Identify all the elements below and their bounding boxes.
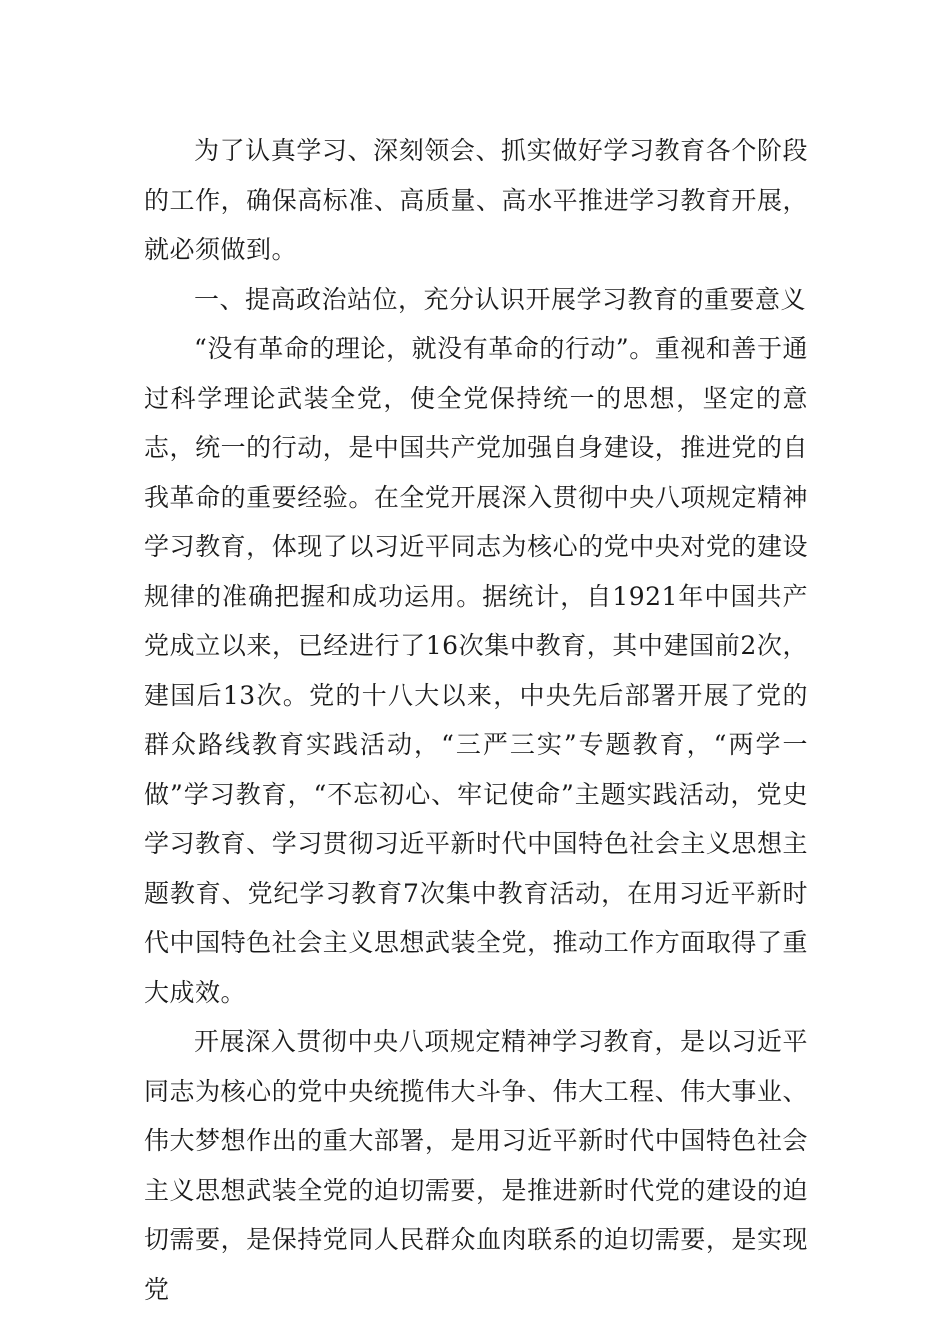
- body-paragraph: 开展深入贯彻中央八项规定精神学习教育，是以习近平同志为核心的党中央统揽伟大斗争、伟大工程、伟大事业、伟大梦想作出的重大部署，是用习近平新时代中国特色社会主义思想武装全党的迫切需要，是推进新时代党的建设的迫切需要，是保持党同人民群众血肉联系的迫切需要，是实现党: [144, 1027, 808, 1304]
- section-heading: 一、提高政治站位，充分认识开展学习教育的重要意义: [194, 284, 807, 314]
- document-body: [144, 126, 808, 1314]
- intro-paragraph: 为了认真学习、深刻领会、抓实做好学习教育各个阶段的工作，确保高标准、高质量、高水平推进学习教育开展，就必须做到。: [144, 136, 808, 264]
- body-paragraph: “没有革命的理论，就没有革命的行动”。重视和善于通过科学理论武装全党，使全党保持统一的思想，坚定的意志，统一的行动，是中国共产党加强自身建设，推进党的自我革命的重要经验。在全党开展深入贯彻中央八项规定精神学习教育，体现了以习近平同志为核心的党中央对党的建设规律的准确把握和成功运用。据统计，自1921年中国共产党成立以来，已经进行了16次集中教育，其中建国前2次，建国后13次。党的十八大以来，中央先后部署开展了党的群众路线教育实践活动，“三严三实”专题教育，“两学一做”学习教育，“不忘初心、牢记使命”主题实践活动，党史学习教育、学习贯彻习近平新时代中国特色社会主义思想主题教育、党纪学习教育7次集中教育活动，在用习近平新时代中国特色社会主义思想武装全党，推动工作方面取得了重大成效。: [144, 334, 808, 1007]
